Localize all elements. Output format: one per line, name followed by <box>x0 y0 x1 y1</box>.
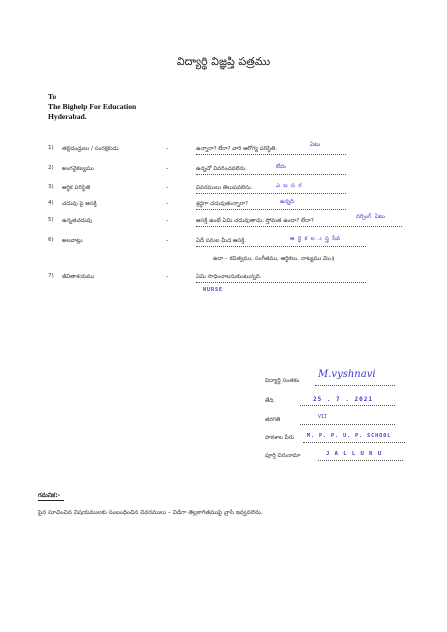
notes-underline <box>38 500 64 501</box>
notes-text: పైన సూచించిన విషయములకు సంబంధించిన వివరములు – విడిగా తెల్లకాగితముపై వ్రాసి ఇవ్వవలెను. <box>38 510 263 516</box>
question-dash: - <box>166 273 169 280</box>
question-answer: నర్సింగ్ ఏటు <box>356 214 385 220</box>
question-prompt: ఏమి సాధించాలనుకుంటున్నది. <box>196 274 262 280</box>
question-dash: - <box>166 165 169 172</box>
date-line <box>300 405 395 406</box>
question-label: చదువు పై ఆసక్తి <box>62 201 97 207</box>
school-label: పాఠశాల పేరు <box>265 435 294 441</box>
question-answer: లేదు <box>276 164 286 170</box>
question-number: 3) <box>48 184 54 190</box>
question-prompt: ఏదీ పనుల మీద ఆసక్తి. <box>196 238 247 244</box>
question-label: ఉన్నతచదువు <box>62 218 93 224</box>
question-prompt: శ్రద్ధగా చదువుతున్నారా? <box>196 201 249 207</box>
question-label: తల్లిదండ్రులు / సంరక్షకుడు <box>62 146 119 152</box>
class-value: VII <box>318 414 328 420</box>
to-line: To <box>48 92 57 101</box>
school-value: M. P. P. U. P. SCHOOL <box>307 433 392 439</box>
question-label: జీవితాశయము <box>62 274 95 280</box>
question-dash: - <box>166 145 169 152</box>
question-number: 1) <box>48 145 54 151</box>
question-dash: - <box>166 184 169 191</box>
answer-line <box>196 193 346 194</box>
answer-line <box>196 226 402 227</box>
answer-line <box>196 282 366 283</box>
class-line <box>300 424 395 425</box>
question-number: 7) <box>48 273 54 279</box>
signature-value: M.vyshnavi <box>318 369 376 380</box>
answer-line <box>196 209 346 210</box>
school-line <box>303 442 405 443</box>
answer-line <box>196 246 366 247</box>
question-dash: - <box>166 200 169 207</box>
class-label: తరగతి <box>265 417 281 423</box>
address-label: పూర్తి చిరునామా <box>265 453 301 459</box>
recipient-name: The Bighelp For Education <box>48 102 137 111</box>
date-label: తేది. <box>265 398 276 404</box>
question-prompt: ఉన్నచో వివరించవలెను. <box>196 166 248 172</box>
address-line <box>318 460 403 461</box>
answer-line <box>196 154 346 155</box>
question-dash: - <box>166 217 169 224</box>
question-prompt: ఆసక్తి ఉంటే ఏమి చదువుతాడు, స్తోమత ఉందా? లేదా? <box>196 218 314 224</box>
answer-line <box>196 174 346 175</box>
question-number: 6) <box>48 237 54 243</box>
question-label: అలవాట్లు <box>62 238 83 244</box>
address-value: J A L L U R U <box>326 451 383 457</box>
question-prompt: ఉన్నారా? లేరా? వారి ఆరోగ్య పరిస్థితి. <box>196 146 278 152</box>
question-answer: ఉన్నది <box>280 199 295 205</box>
recipient-city: Hyderabad. <box>48 112 87 121</box>
question-number: 4) <box>48 200 54 206</box>
notes-title: గమనిక:- <box>38 492 61 499</box>
question-label: అంగవైకల్యము <box>62 166 94 172</box>
signature-line <box>315 385 395 386</box>
question-label: ఆర్థిక పరిస్థితి <box>62 185 91 191</box>
page-title: విద్యార్థి విజ్ఞప్తి పత్రము <box>176 55 271 68</box>
question-answer: ఆ ర్టి క ల ు స్త్ర సేవ <box>290 236 341 242</box>
question-answer: ఎ బ స ర <box>276 183 302 189</box>
question-answer: ఏటు <box>310 142 321 148</box>
example-line: ఉదా – కవిత్వము, సంగీతము, ఆర్టికలు, నాట్యము మొ॥ <box>213 256 335 262</box>
question-number: 5) <box>48 217 54 223</box>
date-value: 25 . 7 . 2021 <box>313 396 373 403</box>
aim-answer: NURSE <box>203 287 224 293</box>
question-number: 2) <box>48 165 54 171</box>
question-dash: - <box>166 237 169 244</box>
question-prompt: వివరములు తెలుపవలెను. <box>196 185 253 191</box>
signature-label: విద్యార్థి సంతకం <box>265 378 300 384</box>
